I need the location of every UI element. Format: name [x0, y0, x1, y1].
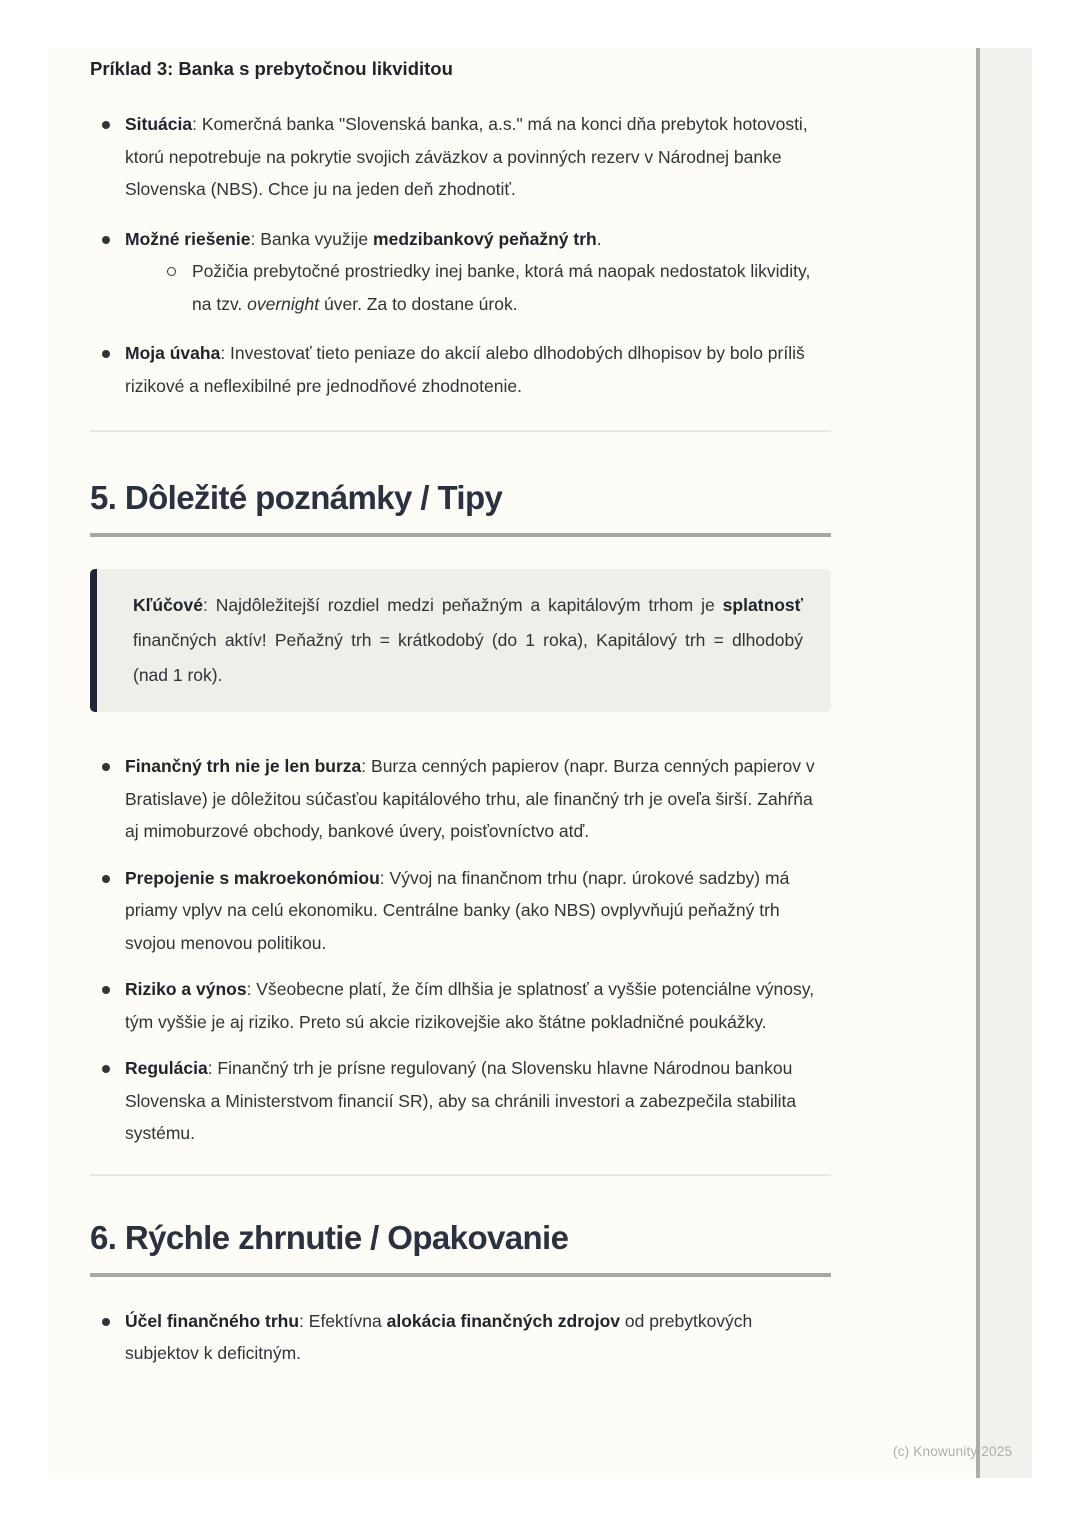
- bullet-dot-icon: [102, 121, 110, 129]
- bullet-dot-icon: [102, 350, 110, 358]
- next-page-edge: [976, 48, 1032, 1478]
- page-content: [90, 56, 831, 1370]
- example3-heading: Príklad 3: Banka s prebytočnou likviditou: [90, 58, 453, 79]
- list-item-makro: Prepojenie s makroekonómiou: Vývoj na finančnom trhu (napr. úrokové sadzby) má priamy vplyv na celú ekonomiku. Centrálne banky (ako NBS) ovplyvňujú peňažný trh svojou menovou politikou.: [90, 862, 831, 960]
- bullet-dot-icon: [102, 1065, 110, 1073]
- copyright-watermark: (c) Knowunity 2025: [893, 1444, 1013, 1459]
- key-note-callout: [90, 569, 831, 712]
- list-item-mozne-riesenie: [90, 223, 831, 321]
- bullet-dot-icon: [102, 236, 110, 244]
- list-item-ucel: Účel finančného trhu: Efektívna alokácia finančných zdrojov od prebytkových subjektov k deficitným.: [90, 1305, 831, 1370]
- section-divider: [90, 1174, 831, 1176]
- section5-heading: 5. Dôležité poznámky / Tipy: [90, 479, 503, 516]
- section6-list: [90, 1305, 831, 1370]
- list-item-moja-uvaha: Moja úvaha: Investovať tieto peniaze do akcií alebo dlhodobých dlhopisov by bolo príliš rizikové a neflexibilné pre jednodňové zhodnotenie.: [90, 337, 831, 402]
- heading-underline: [90, 533, 831, 537]
- document-page: [48, 48, 976, 1478]
- list-item-situacia: Situácia: Komerčná banka "Slovenská banka, a.s." má na konci dňa prebytok hotovosti, ktorú nepotrebuje na pokrytie svojich záväzkov a povinných rezerv v Národnej banke Slovenska (NBS). Chce ju na jeden deň zhodnotiť.: [90, 108, 831, 206]
- example3-list: [90, 108, 831, 402]
- section6-heading: 6. Rýchle zhrnutie / Opakovanie: [90, 1218, 569, 1256]
- list-item-burza: Finančný trh nie je len burza: Burza cenných papierov (napr. Burza cenných papierov v Bratislave) je dôležitou súčasťou kapitálového trhu, ale finančný trh je oveľa širší. Zahŕňa aj mimoburzové obchody, bankové úvery, poisťovníctvo atď.: [90, 750, 831, 848]
- callout-text: Kľúčové: Najdôležitejší rozdiel medzi peňažným a kapitálovým trhom je splatnosť finančných aktív! Peňažný trh = krátkodobý (do 1 roka), Kapitálový trh = dlhodobý (nad 1 rok).: [133, 595, 803, 685]
- example3-sublist: [157, 255, 831, 320]
- section-divider: [90, 430, 831, 432]
- bullet-circle-icon: [167, 267, 176, 276]
- section5-list: [90, 750, 831, 1150]
- list-item-regulacia: Regulácia: Finančný trh je prísne regulovaný (na Slovensku hlavne Národnou bankou Slovenska a Ministerstvom financií SR), aby sa chránili investori a zabezpečila stabilita systému.: [90, 1052, 831, 1150]
- sub-list-item-pozicia: Požičia prebytočné prostriedky inej banke, ktorá má naopak nedostatok likvidity, na tzv. overnight úver. Za to dostane úrok.: [157, 255, 831, 320]
- heading-underline: [90, 1273, 831, 1277]
- bullet-dot-icon: [102, 875, 110, 883]
- list-item-text: Možné riešenie: Banka využije medzibankový peňažný trh.: [125, 228, 602, 249]
- bullet-dot-icon: [102, 1318, 110, 1326]
- bullet-dot-icon: [102, 763, 110, 771]
- list-item-riziko: Riziko a výnos: Všeobecne platí, že čím dlhšia je splatnosť a vyššie potenciálne výnosy, tým vyššie je aj riziko. Preto sú akcie rizikovejšie ako štátne pokladničné poukážky.: [90, 973, 831, 1038]
- bullet-dot-icon: [102, 986, 110, 994]
